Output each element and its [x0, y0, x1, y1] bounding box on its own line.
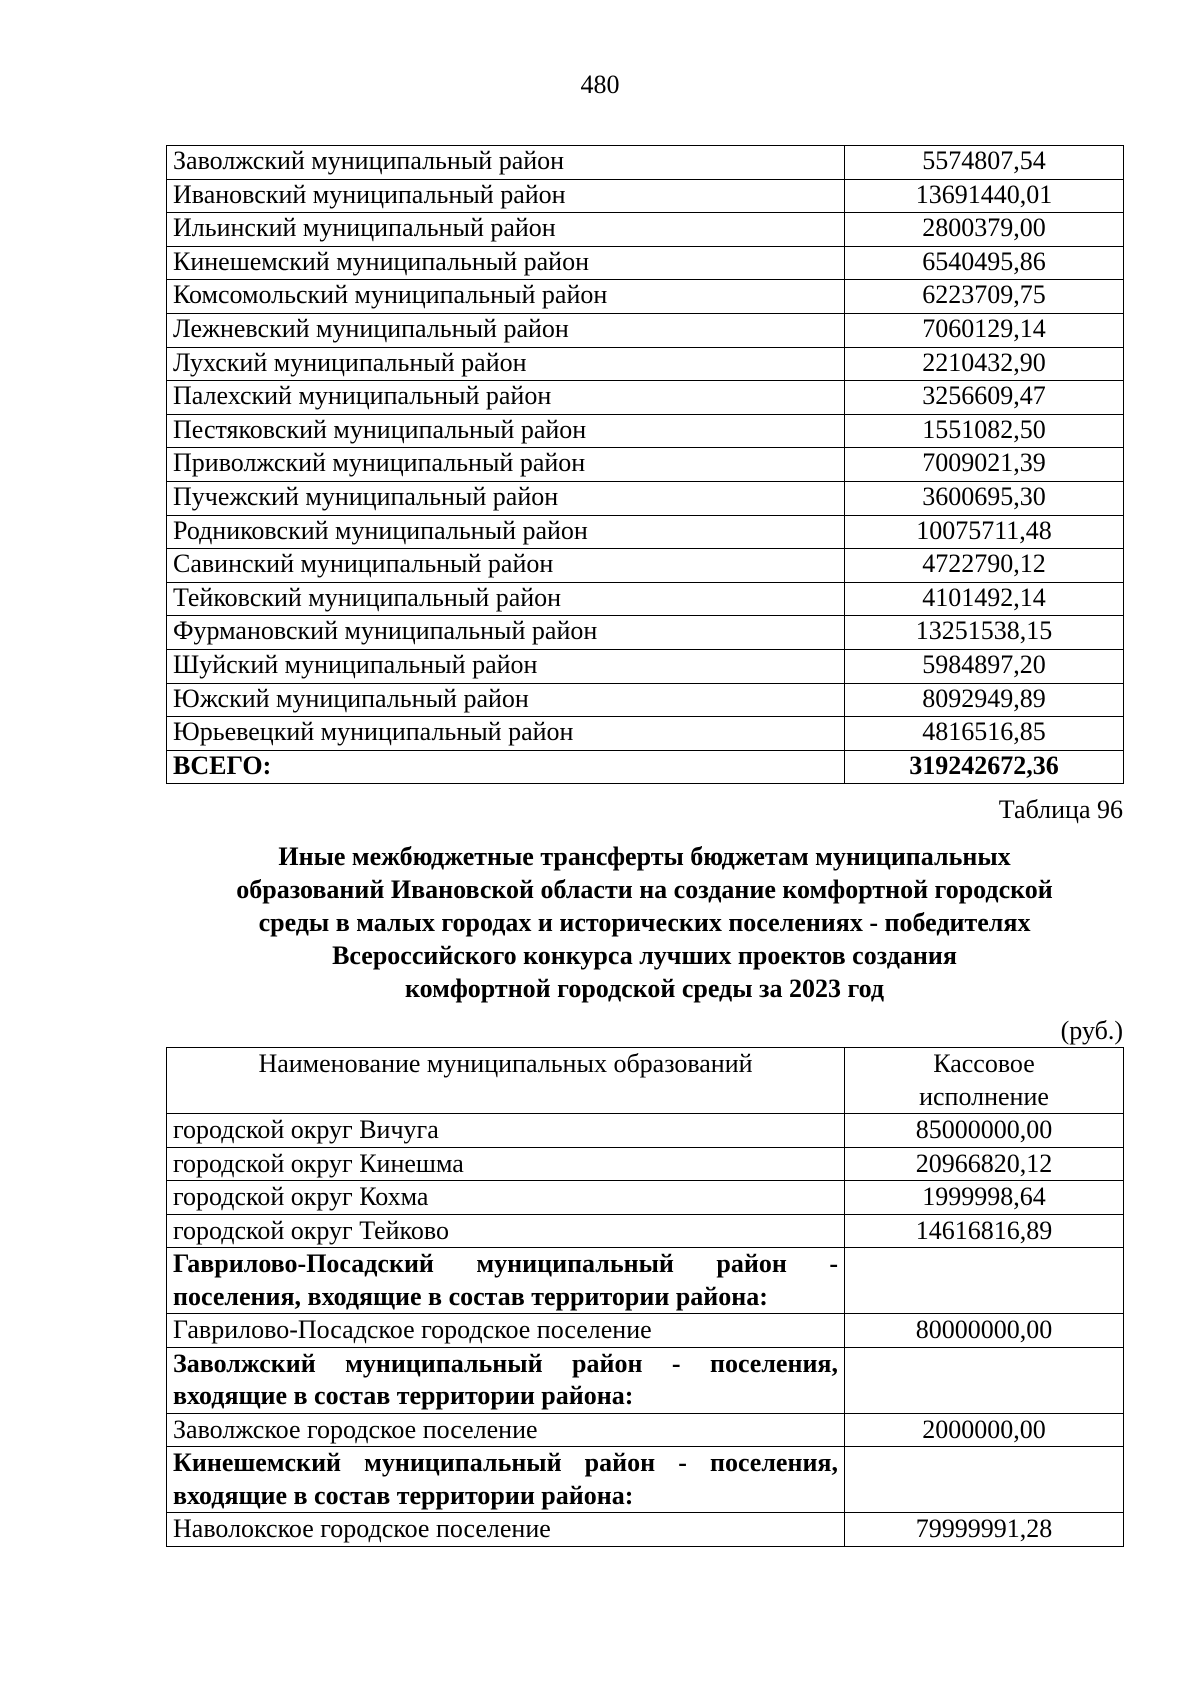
section-title-line: Всероссийского конкурса лучших проектов создания	[332, 941, 957, 970]
total-row	[167, 750, 1124, 784]
amount-cell: 13691440,01	[845, 179, 1124, 213]
table-row	[167, 1413, 1124, 1447]
table-row	[167, 347, 1124, 381]
column-header-value-line: Кассовое	[933, 1049, 1035, 1078]
municipality-name-cell: Лухский муниципальный район	[167, 347, 845, 381]
amount-cell: 1551082,50	[845, 414, 1124, 448]
table-row	[167, 1114, 1124, 1148]
municipality-name-cell: городской округ Кохма	[167, 1181, 845, 1215]
column-header-name: Наименование муниципальных образований	[167, 1048, 845, 1114]
table-row	[167, 717, 1124, 751]
municipality-name-cell: городской округ Вичуга	[167, 1114, 845, 1148]
district-group-cell: Заволжский муниципальный район - поселения, входящие в состав территории района:	[167, 1347, 845, 1413]
amount-cell: 80000000,00	[845, 1314, 1124, 1348]
table-row	[167, 1147, 1124, 1181]
amount-cell: 7060129,14	[845, 313, 1124, 347]
municipality-name-cell: Ивановский муниципальный район	[167, 179, 845, 213]
table-row	[167, 1513, 1124, 1547]
table-header-row	[167, 1048, 1124, 1114]
amount-cell: 4101492,14	[845, 582, 1124, 616]
municipality-name-cell: городской округ Кинешма	[167, 1147, 845, 1181]
amount-cell: 7009021,39	[845, 448, 1124, 482]
amount-cell: 6223709,75	[845, 280, 1124, 314]
district-group-cell: Гаврилово-Посадский муниципальный район - поселения, входящие в состав территории района:	[167, 1248, 845, 1314]
table-row	[167, 213, 1124, 247]
table-row	[167, 179, 1124, 213]
column-header-value-line: исполнение	[919, 1081, 1049, 1111]
comfortable-environment-transfers-table	[166, 1047, 1124, 1547]
table-row	[167, 146, 1124, 180]
municipality-name-cell: Комсомольский муниципальный район	[167, 280, 845, 314]
amount-cell: 10075711,48	[845, 515, 1124, 549]
table-row	[167, 381, 1124, 415]
municipality-name-cell: Палехский муниципальный район	[167, 381, 845, 415]
municipality-name-cell: Савинский муниципальный район	[167, 549, 845, 583]
municipality-name-cell: Тейковский муниципальный район	[167, 582, 845, 616]
table-row	[167, 1181, 1124, 1215]
group-header-row	[167, 1248, 1124, 1314]
table-row	[167, 515, 1124, 549]
table-row	[167, 481, 1124, 515]
total-amount-cell: 319242672,36	[845, 750, 1124, 784]
amount-cell: 2800379,00	[845, 213, 1124, 247]
municipality-name-cell: Приволжский муниципальный район	[167, 448, 845, 482]
amount-cell: 4816516,85	[845, 717, 1124, 751]
table-row	[167, 683, 1124, 717]
municipality-name-cell: Гаврилово-Посадское городское поселение	[167, 1314, 845, 1348]
municipality-name-cell: Фурмановский муниципальный район	[167, 616, 845, 650]
municipality-name-cell: Заволжский муниципальный район	[167, 146, 845, 180]
section-title-line: Иные межбюджетные трансферты бюджетам муниципальных	[278, 842, 1011, 871]
total-label-cell: ВСЕГО:	[167, 750, 845, 784]
amount-cell	[845, 1347, 1124, 1413]
amount-cell: 20966820,12	[845, 1147, 1124, 1181]
section-title-line: комфортной городской среды за 2023 год	[404, 974, 885, 1003]
amount-cell	[845, 1248, 1124, 1314]
table-body	[167, 1048, 1124, 1547]
column-header-value	[845, 1048, 1124, 1114]
table-row	[167, 1214, 1124, 1248]
amount-cell	[845, 1447, 1124, 1513]
table-label: Таблица 96	[998, 795, 1123, 824]
table-row	[167, 313, 1124, 347]
page-number: 480	[580, 70, 620, 99]
amount-cell: 85000000,00	[845, 1114, 1124, 1148]
municipality-name-cell: Пучежский муниципальный район	[167, 481, 845, 515]
district-group-cell: Кинешемский муниципальный район - поселения, входящие в состав территории района:	[167, 1447, 845, 1513]
amount-cell: 6540495,86	[845, 246, 1124, 280]
municipality-name-cell: Шуйский муниципальный район	[167, 649, 845, 683]
municipality-name-cell: Родниковский муниципальный район	[167, 515, 845, 549]
municipality-name-cell: Заволжское городское поселение	[167, 1413, 845, 1447]
amount-cell: 3256609,47	[845, 381, 1124, 415]
section-title-line: образований Ивановской области на создание комфортной городской	[236, 875, 1053, 904]
municipality-name-cell: Ильинский муниципальный район	[167, 213, 845, 247]
amount-cell: 2000000,00	[845, 1413, 1124, 1447]
section-title-line: среды в малых городах и исторических поселениях - победителях	[258, 908, 1031, 937]
municipality-name-cell: Наволокское городское поселение	[167, 1513, 845, 1547]
table-body	[167, 146, 1124, 784]
table-row	[167, 448, 1124, 482]
table-row	[167, 582, 1124, 616]
municipal-districts-table	[166, 145, 1124, 784]
table-row	[167, 549, 1124, 583]
amount-cell: 8092949,89	[845, 683, 1124, 717]
amount-cell: 3600695,30	[845, 481, 1124, 515]
municipality-name-cell: Лежневский муниципальный район	[167, 313, 845, 347]
amount-cell: 14616816,89	[845, 1214, 1124, 1248]
municipality-name-cell: Южский муниципальный район	[167, 683, 845, 717]
municipality-name-cell: Юрьевецкий муниципальный район	[167, 717, 845, 751]
amount-cell: 1999998,64	[845, 1181, 1124, 1215]
table-row	[167, 1314, 1124, 1348]
municipality-name-cell: Кинешемский муниципальный район	[167, 246, 845, 280]
municipality-name-cell: Пестяковский муниципальный район	[167, 414, 845, 448]
table-row	[167, 246, 1124, 280]
group-header-row	[167, 1447, 1124, 1513]
table-row	[167, 649, 1124, 683]
amount-cell: 13251538,15	[845, 616, 1124, 650]
group-header-row	[167, 1347, 1124, 1413]
amount-cell: 4722790,12	[845, 549, 1124, 583]
table-row	[167, 280, 1124, 314]
municipality-name-cell: городской округ Тейково	[167, 1214, 845, 1248]
amount-cell: 79999991,28	[845, 1513, 1124, 1547]
unit-label: (руб.)	[1060, 1016, 1123, 1045]
table-row	[167, 616, 1124, 650]
table-row	[167, 414, 1124, 448]
amount-cell: 5574807,54	[845, 146, 1124, 180]
section-title	[166, 840, 1123, 1005]
amount-cell: 2210432,90	[845, 347, 1124, 381]
amount-cell: 5984897,20	[845, 649, 1124, 683]
